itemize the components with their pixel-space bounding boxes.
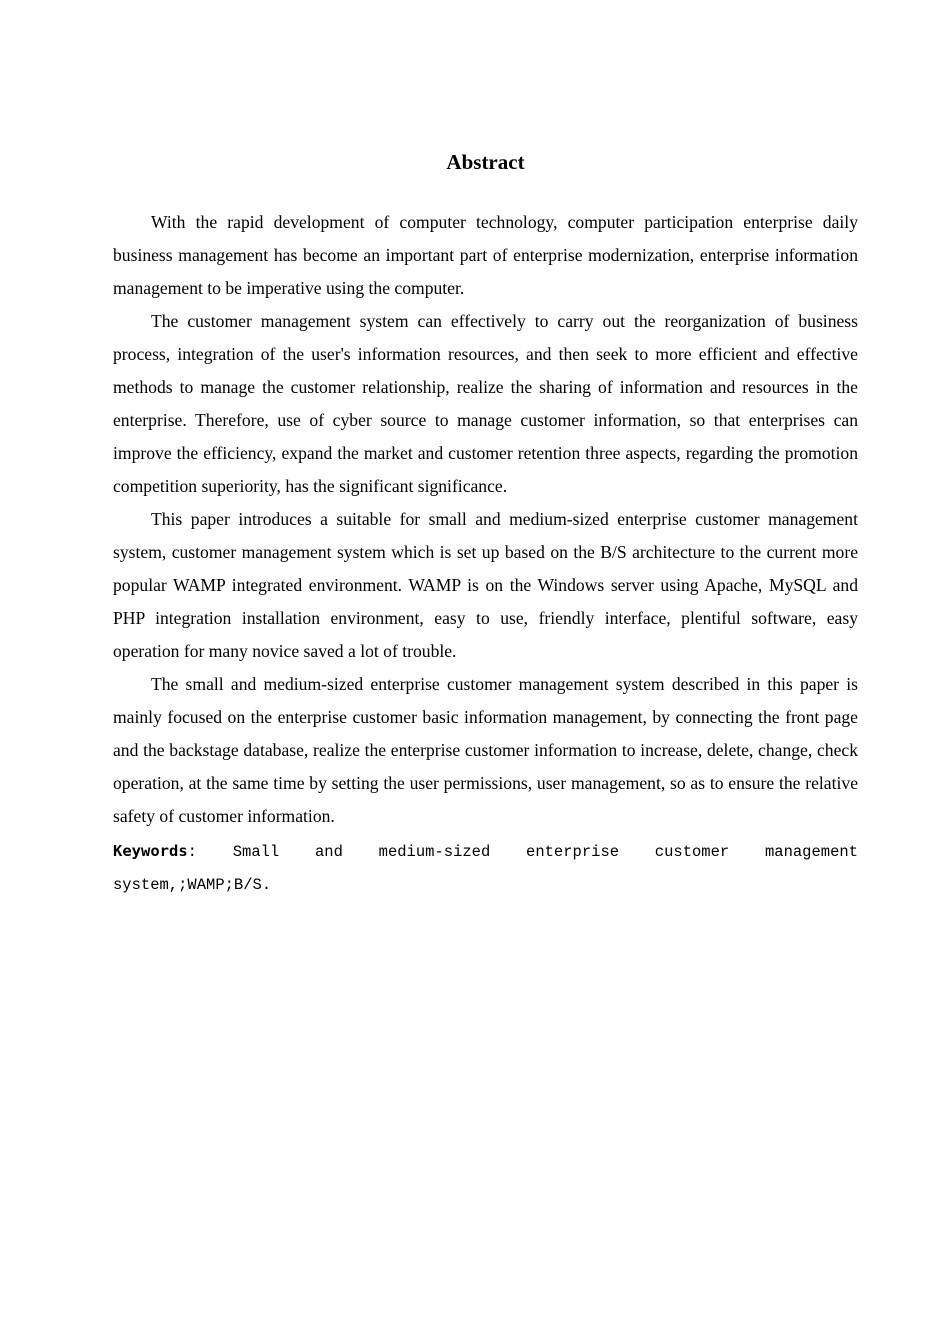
keywords-separator: : — [187, 843, 233, 861]
abstract-paragraph-3: This paper introduces a suitable for small and medium-sized enterprise customer management system, customer management system which is set up based on the B/S architecture to the current more popular WAMP integrated environment. WAMP is on the Windows server using Apache, MySQL and PHP integration installation environment, easy to use, friendly interface, plentiful software, easy operation for many novice saved a lot of trouble. — [113, 509, 858, 661]
abstract-paragraph-2: The customer management system can effectively to carry out the reorganization of business process, integration of the user's information resources, and then seek to more efficient and effective methods to manage the customer relationship, realize the sharing of information and resources in the enterprise. Therefore, use of cyber source to manage customer information, so that enterprises can improve the efficiency, expand the market and customer retention three aspects, regarding the promotion competition superiority, has the significant significance. — [113, 311, 858, 496]
abstract-section — [113, 148, 858, 902]
abstract-title: Abstract — [446, 150, 525, 174]
abstract-paragraph-4: The small and medium-sized enterprise customer management system described in this paper is mainly focused on the enterprise customer basic information management, by connecting the front page and the backstage database, realize the enterprise customer information to increase, delete, change, check operation, at the same time by setting the user permissions, user management, so as to ensure the relative safety of customer information. — [113, 674, 858, 826]
keywords-line — [113, 835, 858, 902]
keywords-label: Keywords — [113, 842, 188, 860]
keywords-text: Small and medium-sized enterprise customer management system,;WAMP;B/S. — [113, 843, 858, 894]
abstract-paragraph-1: With the rapid development of computer technology, computer participation enterprise daily business management has become an important part of enterprise modernization, enterprise information management to be imperative using the computer. — [113, 212, 858, 298]
